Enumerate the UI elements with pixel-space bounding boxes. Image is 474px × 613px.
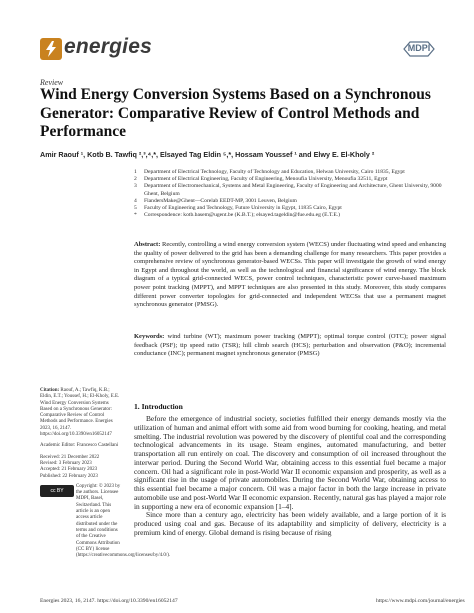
academic-editor: Academic Editor: Francesco Castellani (40, 443, 119, 449)
affiliation-marker: 2 (134, 176, 137, 183)
citation-text: Raouf, A.; Tawfiq, K.B.; Eldin, E.T.; Youssef, H.; El-Kholy, E.E. Wind Energy Conversion Systems Based on a Synchronous Generator: Comparative Review of Control Methods and Performance. Energies 2023, 16, 2147. https://doi.org/10.3390/en16052147 (40, 388, 120, 438)
affiliation-text: Department of Electrical Engineering, Faculty of Engineering, Menoufia University, Menoufia 32511, Egypt (144, 176, 388, 183)
citation-label: Citation: (40, 388, 60, 393)
keywords-text: wind turbine (WT); maximum power tracking (MPPT); optimal torque control (OTC); power signal feedback (PSF); tip speed ratio (TSR); hill climb search (HCS); perturbation and observation (P&O); incremental conductance (INC); permanent magnet synchronous generator (PMSG) (134, 333, 446, 358)
citation (40, 388, 122, 438)
affiliations (134, 169, 454, 219)
correspondence-item (134, 212, 454, 219)
energies-logo-icon (40, 38, 62, 60)
publisher-name: MDPI (407, 43, 431, 53)
received-date: Received: 21 December 2022 (40, 454, 100, 460)
affiliation-text: Department of Electromechanical, Systems and Metal Engineering, Faculty of Engineering and Architecture, Ghent University, 9000 Ghent, Belgium (144, 183, 442, 197)
footer-journal-link[interactable]: https://www.mdpi.com/journal/energies (376, 598, 465, 604)
paragraph: Before the emergence of industrial society, societies fulfilled their energy demands mostly via the utilization of human and animal effort with some aid from wood burning for cooking, heating, and metal smelting. The industrial revolution was powered by the discovery of plentiful coal and the corresponding technological advancements in its usage. Steam engines, automated manufacturing, and better transportation all run entirely on coal. The discovery and consumption of oil increased throughout the interwar period. During the Second World War, obtaining access to this essential fuel became a major concern. Oil had a significant role in post-World War II economic expansion and prosperity, as well as a significant rise in the usage of private automobiles. During the Second World War, obtaining access to this essential fuel became a major concern. Oil was a major factor in both the large increase in private automobile use and post-World War II economic expansion. Recently, natural gas has played a major role in supporting a new era of economic expansion [1–4]. (134, 414, 446, 511)
footer-citation: Energies 2023, 16, 2147. https://doi.org/10.3390/en16052147 (40, 598, 178, 604)
journal-name: energies (64, 35, 152, 58)
author-list: Amir Raouf ¹, Kotb B. Tawfiq ²,³,⁴,*, Elsayed Tag Eldin ⁵,*, Hossam Youssef ¹ and Elwy E. El-Kholy ² (40, 150, 375, 159)
affiliation-item (134, 198, 454, 205)
cc-by-license-icon[interactable]: cc BY (40, 485, 74, 497)
published-date: Published: 22 February 2023 (40, 473, 98, 479)
affiliation-marker: 3 (134, 183, 137, 190)
paragraph: Since more than a century ago, electricity has been widely available, and a large portion of it is produced using coal and gas. Because of its adaptability and simplicity of delivery, electricity is a premium kind of energy. Global demand is rising because of rising (134, 510, 446, 537)
affiliation-item (134, 183, 454, 197)
copyright-block (40, 483, 171, 560)
affiliation-text: Faculty of Engineering and Technology, Future University in Egypt, 11835 Cairo, Egypt (144, 205, 342, 212)
correspondence-marker: * (134, 212, 137, 219)
affiliation-text: FlandersMake@Ghent—Corelab EEDT-MP, 3001 Leuven, Belgium (144, 197, 297, 204)
article-type: Review (40, 78, 64, 87)
section-heading: 1. Introduction (134, 402, 183, 411)
affiliation-marker: 4 (134, 197, 137, 204)
accepted-date: Accepted: 21 February 2023 (40, 467, 98, 473)
paper-title: Wind Energy Conversion Systems Based on a Synchronous Generator: Comparative Review of Control Methods and Performance (40, 86, 431, 140)
copyright-text: Copyright: © 2023 by the authors. Licensee MDPI, Basel, Switzerland. This article is an open access article distributed under the terms and conditions of the Creative Commons Attribution (CC BY) license (https://creativecommons.org/licenses/by/4.0/). (76, 483, 171, 559)
affiliation-marker: 5 (134, 205, 137, 212)
abstract (134, 241, 446, 310)
affiliation-text: Department of Electrical Technology, Faculty of Technology and Education, Helwan University, Cairo 11835, Egypt (144, 169, 405, 175)
correspondence-text: Correspondence: kotb.basem@ugent.be (K.B.T.); elsayed.tageldin@fue.edu.eg (E.T.E.) (144, 212, 341, 219)
affiliation-marker: 1 (134, 169, 137, 175)
abstract-text: Recently, controlling a wind energy conversion system (WECS) under fluctuating wind speed and enhancing the quality of power delivered to the grid has been a demanding challenge for many researchers. This paper provides a comprehensive review of synchronous generator-based WECSs. This paper will investigate the growth of wind energy in Egypt and throughout the world, as well as the technological and financial significance of wind energy. The block diagram of a typical grid-connected WECS, power control techniques, characteristic power curve-based maximum power point tracking (MPPT), and MPPT techniques are also presented in this study. Moreover, this study compares different power converter topologies for grid-connected and independent WECSs that use a permanent magnet synchronous generator (PMSG). (134, 241, 446, 309)
abstract-label: Abstract: (134, 241, 161, 248)
revised-date: Revised: 3 February 2023 (40, 460, 92, 466)
keywords-label: Keywords: (134, 333, 165, 340)
keywords (134, 333, 446, 359)
introduction-body (134, 415, 446, 538)
